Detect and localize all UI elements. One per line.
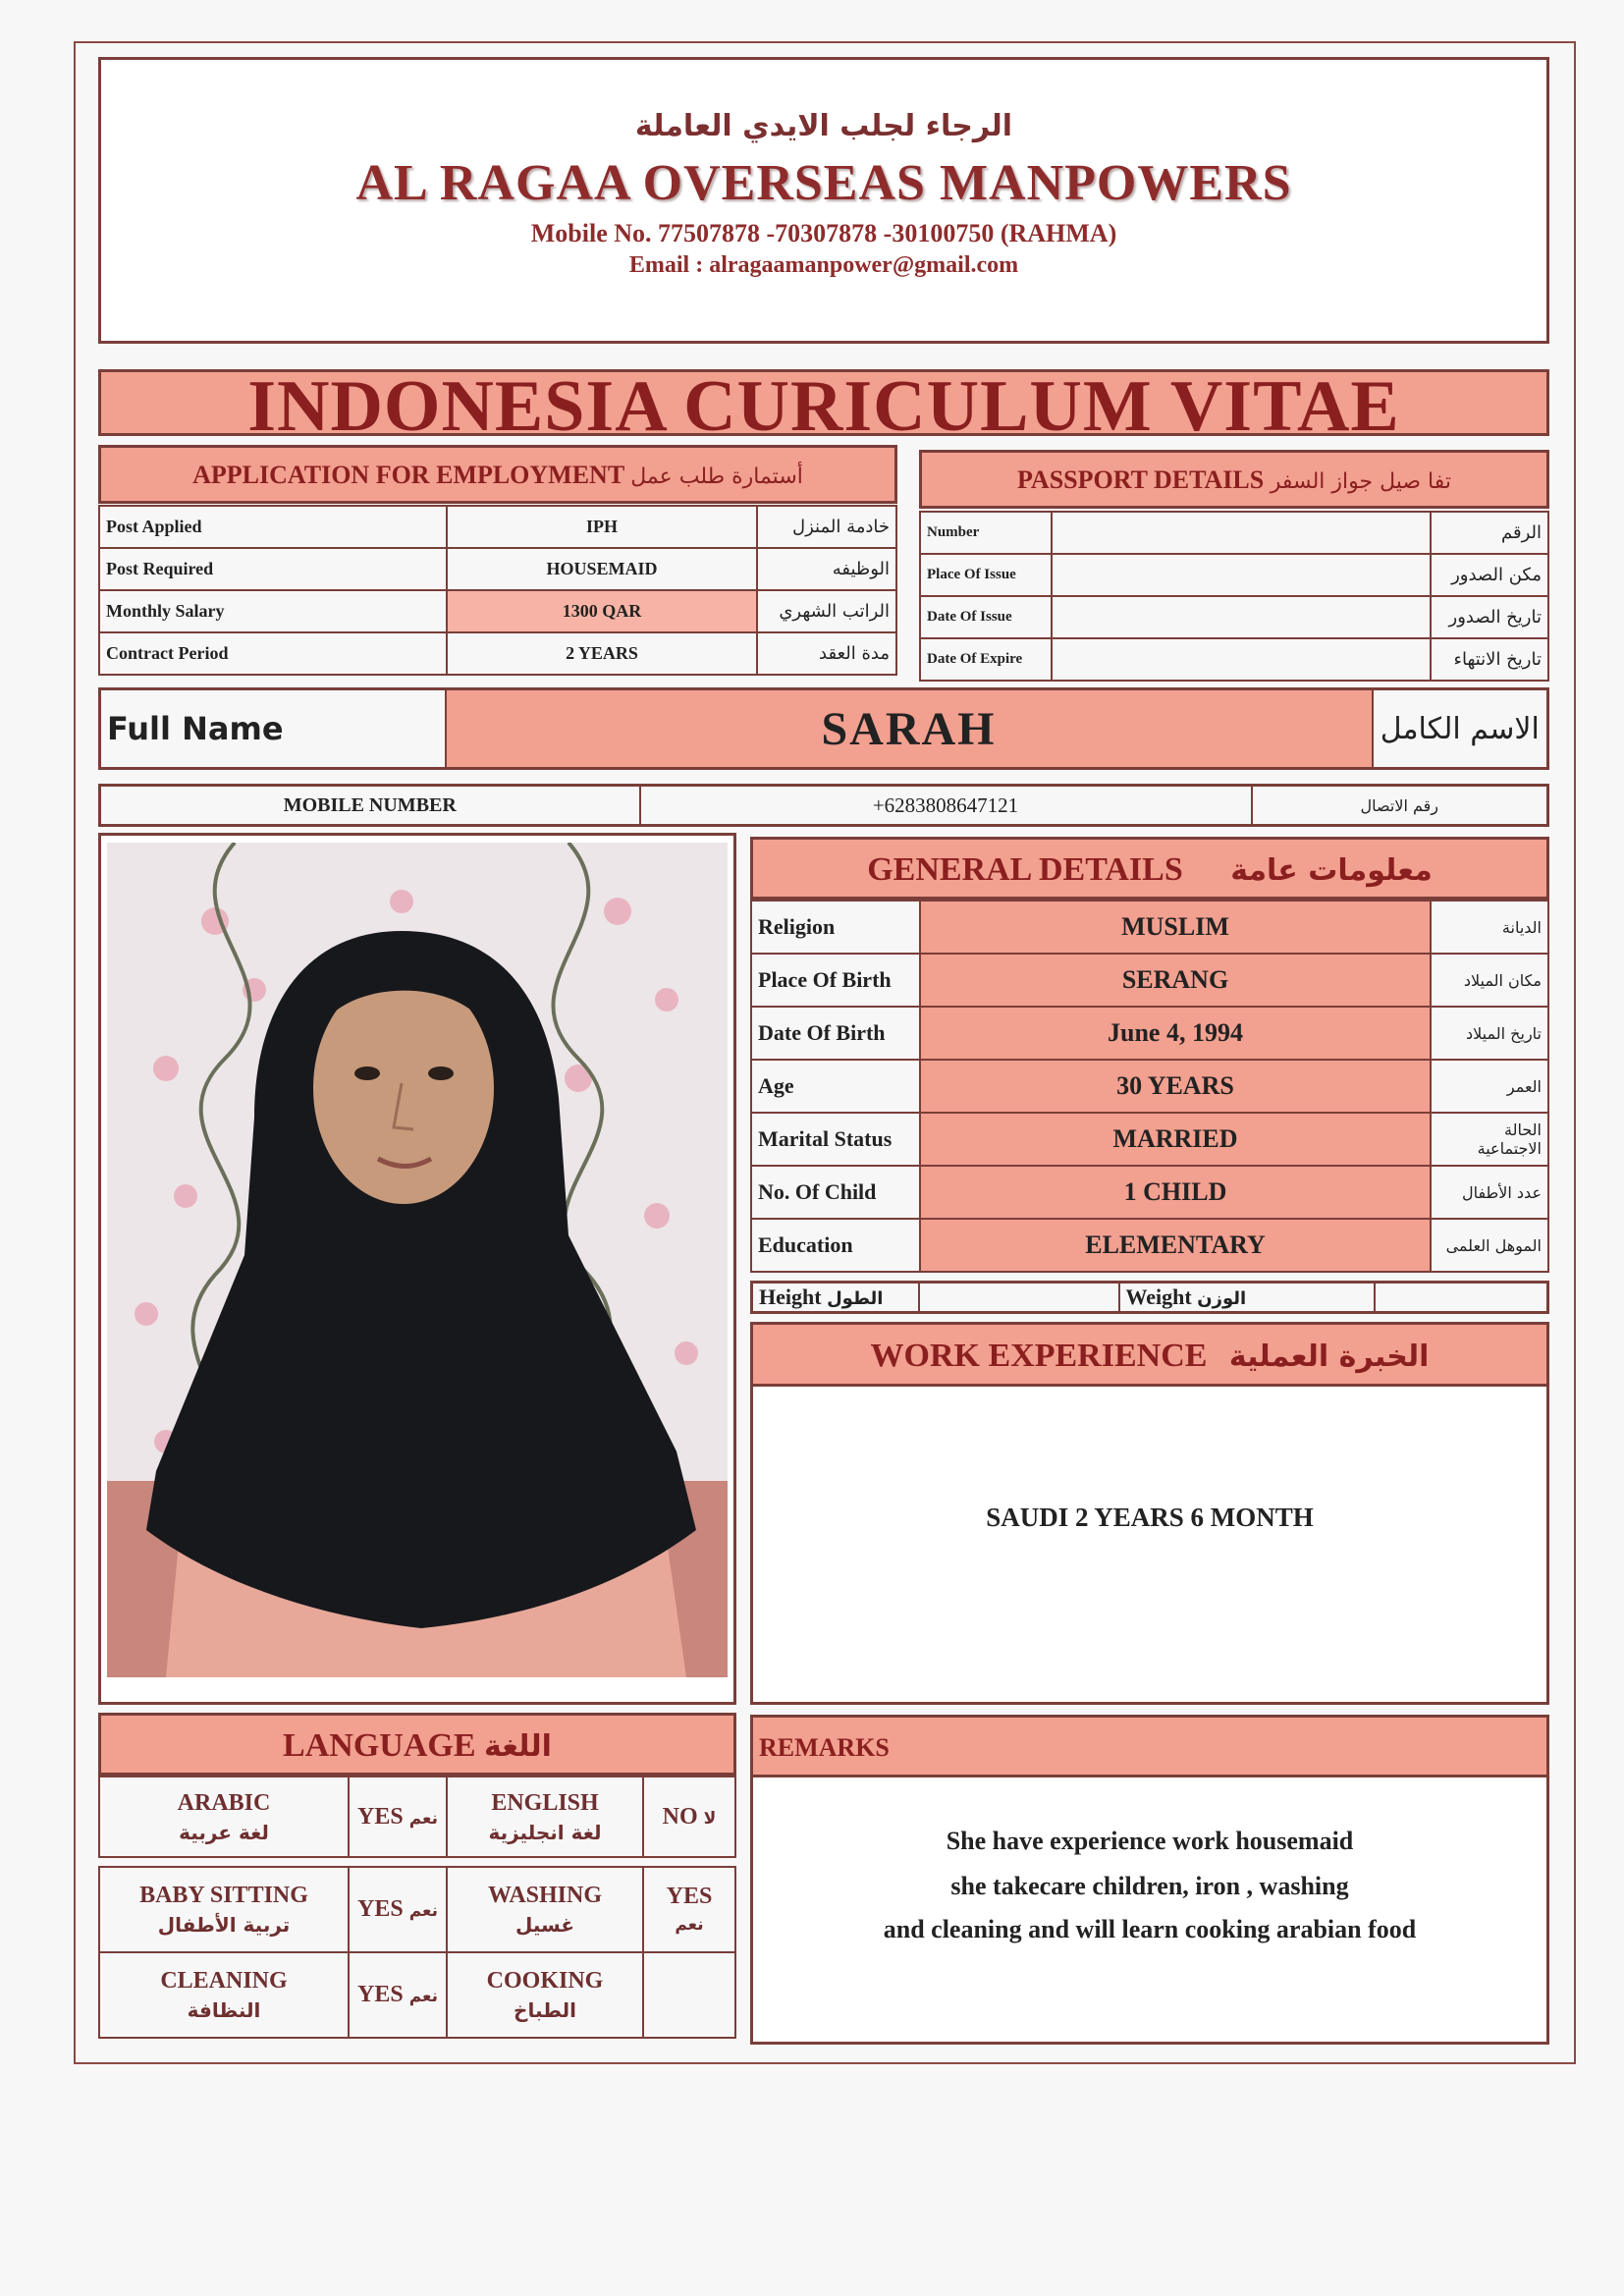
- cleaning-answer: [349, 1952, 447, 2038]
- language-heading-ar: اللغة: [484, 1729, 552, 1764]
- date-of-expire-ar: تاريخ الانتهاء: [1431, 638, 1548, 681]
- children-ar: عدد الأطفال: [1431, 1166, 1548, 1219]
- table-row: [751, 901, 1548, 954]
- passport-heading-en: PASSPORT DETAILS: [1016, 465, 1265, 494]
- education-label: Education: [751, 1219, 920, 1272]
- marital-status-value: MARRIED: [920, 1113, 1431, 1166]
- general-heading-ar: معلومات عامة: [1230, 853, 1433, 888]
- education-ar: الموهل العلمى: [1431, 1219, 1548, 1272]
- weight-value: [1375, 1283, 1548, 1313]
- place-of-birth-label: Place Of Birth: [751, 954, 920, 1007]
- place-of-issue-value: [1052, 554, 1431, 596]
- fullname-row: [98, 687, 1549, 770]
- arabic-label: ARABIC: [177, 1789, 271, 1816]
- english-label-ar: لغة انجليزية: [488, 1820, 602, 1844]
- baby-sitting-label: BABY SITTING: [139, 1883, 308, 1908]
- religion-value: MUSLIM: [920, 901, 1431, 954]
- remarks-line-3: and cleaning and will learn cooking arabian food: [883, 1915, 1417, 1943]
- contract-period-value: 2 YEARS: [447, 632, 757, 675]
- table-row: [99, 548, 896, 590]
- work-heading-en: WORK EXPERIENCE: [870, 1338, 1208, 1374]
- remarks-line-2: she takecare children, iron , washing: [950, 1872, 1349, 1900]
- baby-sitting-answer-ar: نعم: [408, 1901, 438, 1921]
- religion-ar: الديانة: [1431, 901, 1548, 954]
- table-row: [99, 1867, 735, 1952]
- washing-label: WASHING: [487, 1883, 603, 1908]
- table-row: [751, 954, 1548, 1007]
- table-row: [920, 554, 1548, 596]
- passport-number-value: [1052, 512, 1431, 554]
- cleaning-cell: [99, 1952, 349, 2038]
- photo-frame: [98, 833, 736, 1705]
- marital-status-label: Marital Status: [751, 1113, 920, 1166]
- remarks-body: [750, 1777, 1549, 2045]
- work-experience-text: SAUDI 2 YEARS 6 MONTH: [986, 1503, 1314, 1532]
- cooking-label-ar: الطباخ: [514, 1998, 576, 2022]
- monthly-salary-label: Monthly Salary: [99, 590, 447, 632]
- table-row: [99, 1952, 735, 2038]
- passport-number-label: Number: [920, 512, 1052, 554]
- children-label: No. Of Child: [751, 1166, 920, 1219]
- baby-sitting-cell: [99, 1867, 349, 1952]
- english-answer: [643, 1777, 735, 1857]
- education-value: ELEMENTARY: [920, 1219, 1431, 1272]
- arabic-answer-en: YES: [357, 1803, 404, 1830]
- table-row: [751, 1113, 1548, 1166]
- height-label: Height: [759, 1285, 822, 1309]
- washing-answer-ar: نعم: [675, 1914, 704, 1935]
- contract-period-ar: مدة العقد: [757, 632, 896, 675]
- place-of-birth-ar: مكان الميلاد: [1431, 954, 1548, 1007]
- post-applied-value: IPH: [447, 506, 757, 548]
- work-heading-ar: الخبرة العملية: [1228, 1339, 1430, 1374]
- date-of-issue-ar: تاريخ الصدور: [1431, 596, 1548, 638]
- table-row: [751, 1007, 1548, 1060]
- table-row: [751, 1219, 1548, 1272]
- washing-answer-en: YES: [666, 1883, 713, 1909]
- post-required-label: Post Required: [99, 548, 447, 590]
- mobile-value: +6283808647121: [640, 786, 1252, 826]
- table-row: [920, 596, 1548, 638]
- table-row: [751, 1060, 1548, 1113]
- work-heading: [750, 1322, 1549, 1387]
- age-label: Age: [751, 1060, 920, 1113]
- date-of-expire-label: Date Of Expire: [920, 638, 1052, 681]
- passport-table: [919, 511, 1549, 682]
- weight-label-cell: [1119, 1283, 1375, 1313]
- mobile-row: [98, 784, 1549, 827]
- general-table: [750, 900, 1549, 1273]
- english-answer-ar: لا: [703, 1808, 717, 1829]
- arabic-cell: [99, 1777, 349, 1857]
- table-row: [751, 1166, 1548, 1219]
- baby-sitting-answer: [349, 1867, 447, 1952]
- company-name-arabic: الرجاء لجلب الايدي العاملة: [634, 109, 1013, 143]
- post-required-value: HOUSEMAID: [447, 548, 757, 590]
- language-table: [98, 1776, 736, 1858]
- mobile-ar: رقم الاتصال: [1252, 786, 1548, 826]
- date-of-expire-value: [1052, 638, 1431, 681]
- weight-label: Weight: [1125, 1285, 1192, 1309]
- portrait-photo: [107, 843, 728, 1677]
- fullname-ar: الاسم الكامل: [1373, 689, 1548, 769]
- contract-period-label: Contract Period: [99, 632, 447, 675]
- company-name: AL RAGAA OVERSEAS MANPOWERS: [355, 155, 1292, 211]
- mobile-label: MOBILE NUMBER: [100, 786, 640, 826]
- table-row: [99, 632, 896, 675]
- cleaning-answer-en: YES: [357, 1982, 404, 2007]
- post-required-ar: الوظيفه: [757, 548, 896, 590]
- fullname-label: Full Name: [100, 689, 446, 769]
- application-heading: [98, 445, 897, 504]
- date-of-birth-ar: تاريخ الميلاد: [1431, 1007, 1548, 1060]
- place-of-birth-value: SERANG: [920, 954, 1431, 1007]
- passport-number-ar: الرقم: [1431, 512, 1548, 554]
- company-header: [98, 57, 1549, 344]
- arabic-label-ar: لغة عربية: [179, 1820, 269, 1844]
- table-row: [99, 1777, 735, 1857]
- cooking-cell: [447, 1952, 643, 2038]
- company-email: Email : alragaamanpower@gmail.com: [628, 252, 1019, 278]
- washing-cell: [447, 1867, 643, 1952]
- cv-title: INDONESIA CURICULUM VITAE: [98, 369, 1549, 436]
- children-value: 1 CHILD: [920, 1166, 1431, 1219]
- date-of-issue-value: [1052, 596, 1431, 638]
- age-ar: العمر: [1431, 1060, 1548, 1113]
- passport-heading: [919, 450, 1549, 509]
- height-ar: الطول: [827, 1288, 884, 1309]
- language-heading: [98, 1713, 736, 1776]
- general-heading-en: GENERAL DETAILS: [867, 851, 1183, 888]
- cooking-label: COOKING: [486, 1968, 604, 1994]
- cleaning-label: CLEANING: [160, 1968, 288, 1994]
- washing-label-ar: غسيل: [514, 1913, 575, 1937]
- height-weight-row: [750, 1281, 1549, 1314]
- language-heading-en: LANGUAGE: [283, 1727, 476, 1764]
- company-mobile: Mobile No. 77507878 -70307878 -30100750 (RAHMA): [530, 219, 1117, 247]
- monthly-salary-value: 1300 QAR: [447, 590, 757, 632]
- table-row: [99, 506, 896, 548]
- date-of-birth-value: June 4, 1994: [920, 1007, 1431, 1060]
- table-row: [920, 638, 1548, 681]
- arabic-answer: [349, 1777, 447, 1857]
- skills-table: [98, 1866, 736, 2039]
- english-label: ENGLISH: [491, 1789, 599, 1816]
- table-row: [920, 512, 1548, 554]
- height-label-cell: [752, 1283, 919, 1313]
- remarks-line-1: She have experience work housemaid: [946, 1827, 1354, 1855]
- passport-heading-ar: تفا صيل جواز السفر: [1270, 469, 1452, 494]
- monthly-salary-ar: الراتب الشهري: [757, 590, 896, 632]
- english-answer-en: NO: [662, 1803, 698, 1830]
- remarks-heading: [750, 1715, 1549, 1777]
- baby-sitting-label-ar: تربية الأطفال: [157, 1913, 291, 1937]
- age-value: 30 YEARS: [920, 1060, 1431, 1113]
- english-cell: [447, 1777, 643, 1857]
- place-of-issue-label: Place Of Issue: [920, 554, 1052, 596]
- place-of-issue-ar: مكن الصدور: [1431, 554, 1548, 596]
- table-row: [99, 590, 896, 632]
- baby-sitting-answer-en: YES: [357, 1896, 404, 1922]
- work-body: [750, 1387, 1549, 1705]
- arabic-answer-ar: نعم: [408, 1808, 438, 1829]
- cleaning-label-ar: النظافة: [187, 1998, 261, 2022]
- height-value: [919, 1283, 1119, 1313]
- fullname-value: SARAH: [446, 689, 1373, 769]
- application-heading-en: APPLICATION FOR EMPLOYMENT: [192, 461, 624, 489]
- weight-ar: الوزن: [1197, 1288, 1247, 1309]
- cleaning-answer-ar: نعم: [408, 1987, 438, 2006]
- remarks-heading-en: REMARKS: [759, 1733, 890, 1762]
- application-heading-ar: أستمارة طلب عمل: [630, 465, 803, 489]
- date-of-birth-label: Date Of Birth: [751, 1007, 920, 1060]
- religion-label: Religion: [751, 901, 920, 954]
- general-heading: [750, 837, 1549, 900]
- date-of-issue-label: Date Of Issue: [920, 596, 1052, 638]
- post-applied-label: Post Applied: [99, 506, 447, 548]
- application-table: [98, 505, 897, 676]
- marital-status-ar: الحالة الاجتماعية: [1431, 1113, 1548, 1166]
- cooking-answer: [643, 1952, 735, 2038]
- washing-answer: [643, 1867, 735, 1952]
- post-applied-ar: خادمة المنزل: [757, 506, 896, 548]
